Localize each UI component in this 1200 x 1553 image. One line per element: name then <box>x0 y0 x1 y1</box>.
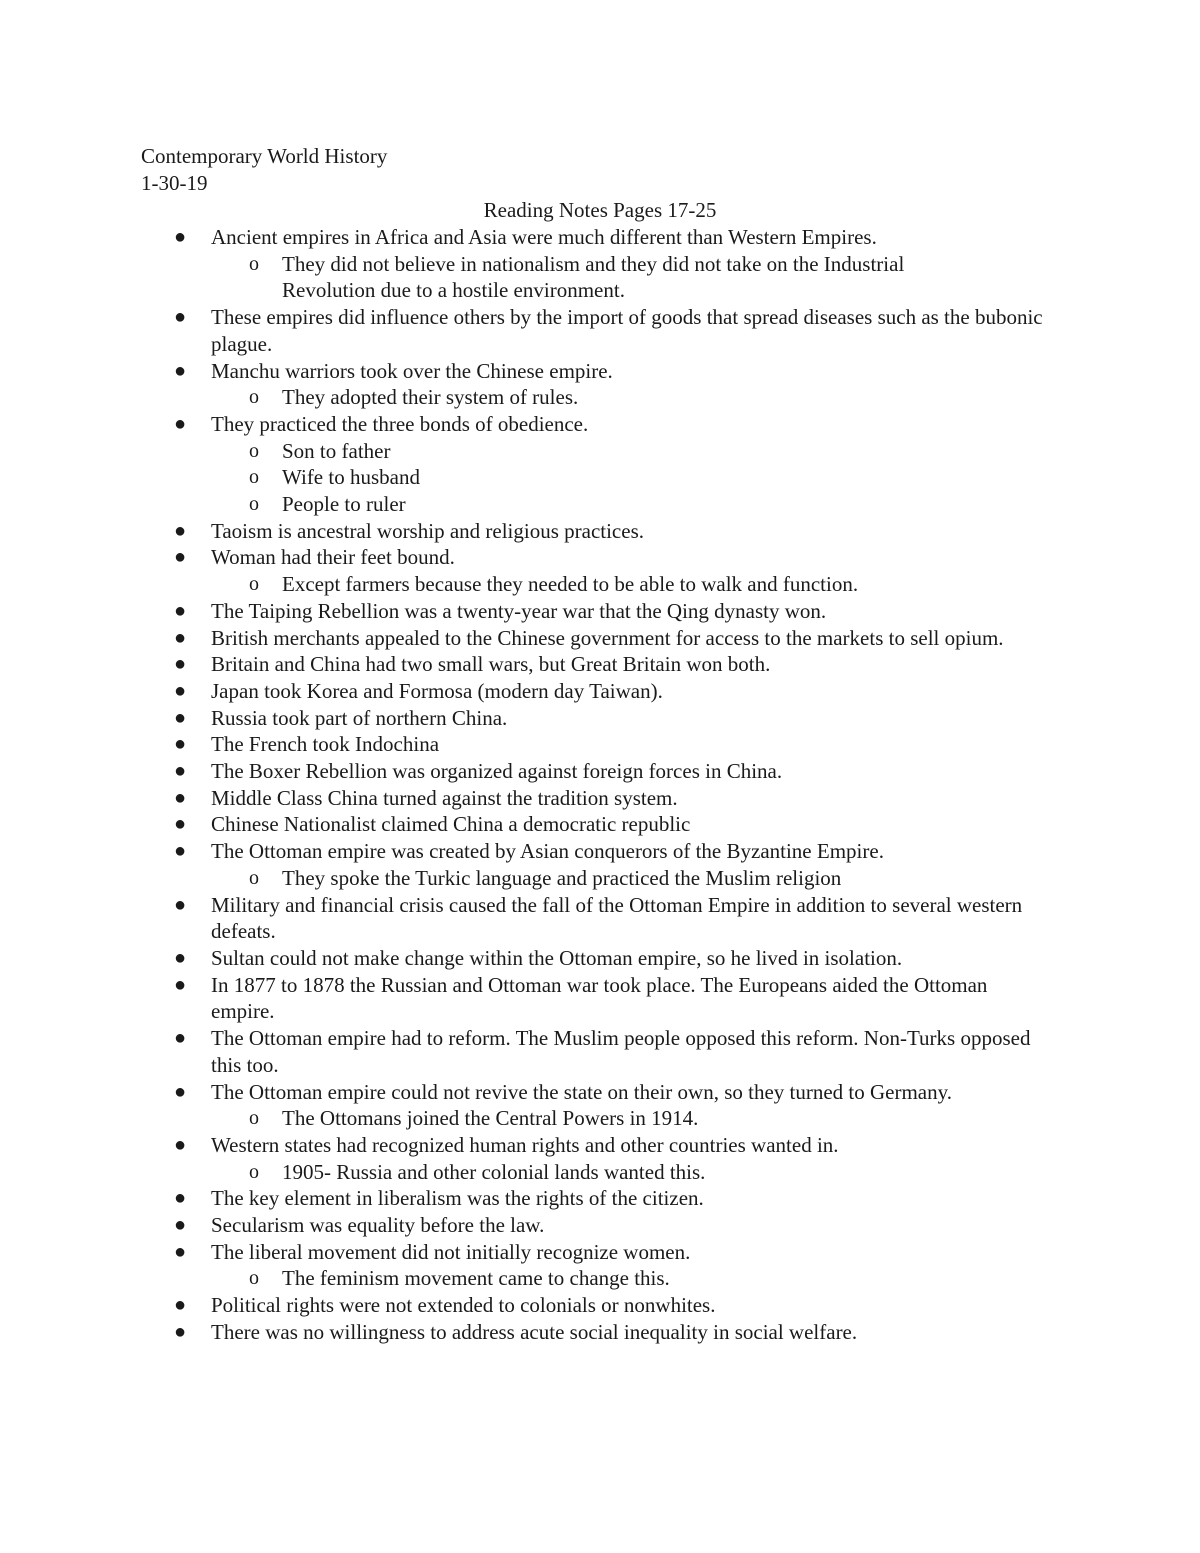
sub-bullet-item <box>0 438 982 465</box>
note-text: The Ottoman empire was created by Asian conquerors of the Byzantine Empire. <box>211 839 884 864</box>
bullet-marker: ● <box>174 973 187 996</box>
sub-bullet-marker: o <box>249 866 259 889</box>
bullet-item <box>0 1292 1056 1319</box>
bullet-marker: ● <box>174 226 187 248</box>
bullet-marker: ● <box>174 1240 187 1263</box>
bullet-item <box>0 811 1056 838</box>
bullet-item <box>0 731 1056 758</box>
bullet-marker: ● <box>174 306 187 329</box>
bullet-marker: ● <box>174 1294 187 1317</box>
note-text: Secularism was equality before the law. <box>211 1213 545 1238</box>
bullet-marker: ● <box>174 893 187 916</box>
note-text: Son to father <box>282 438 391 463</box>
bullet-item <box>0 224 1056 251</box>
bullet-item <box>0 544 1056 571</box>
note-text: People to ruler <box>282 492 406 517</box>
bullet-item <box>0 678 1056 705</box>
note-text: Taoism is ancestral worship and religious practices. <box>211 518 644 543</box>
sub-bullet-item <box>0 464 982 491</box>
bullet-marker: ● <box>174 1133 187 1156</box>
bullet-item <box>0 518 1056 545</box>
note-text: There was no willingness to address acute social inequality in social welfare. <box>211 1319 858 1344</box>
sub-bullet-item <box>0 491 982 518</box>
bullet-marker: ● <box>174 359 187 382</box>
bullet-marker: ● <box>174 733 187 756</box>
note-text: Sultan could not make change within the Ottoman empire, so he lived in isolation. <box>211 945 903 970</box>
bullet-item <box>0 945 1056 972</box>
note-text: In 1877 to 1878 the Russian and Ottoman war took place. The Europeans aided the Ottoman empire. <box>211 972 988 1024</box>
sub-bullet-item <box>0 865 982 892</box>
sub-bullet-marker: o <box>249 1160 259 1183</box>
note-text: The French took Indochina <box>211 732 440 757</box>
document-subtitle: Reading Notes Pages 17-25 <box>483 198 717 222</box>
note-text: Russia took part of northern China. <box>211 705 508 730</box>
sub-bullet-item <box>0 1159 982 1186</box>
note-text: The liberal movement did not initially recognize women. <box>211 1239 691 1264</box>
note-text: They practiced the three bonds of obedience. <box>211 411 589 436</box>
bullet-marker: ● <box>174 1080 187 1103</box>
bullet-marker: ● <box>174 519 187 542</box>
bullet-marker: ● <box>174 1027 187 1050</box>
sub-bullet-marker: o <box>249 439 259 462</box>
note-text: They adopted their system of rules. <box>282 385 579 410</box>
bullet-marker: ● <box>174 1320 187 1343</box>
note-text: British merchants appealed to the Chinese government for access to the markets to sell opium. <box>211 625 1004 650</box>
bullet-item <box>0 1212 1056 1239</box>
note-text: The Ottoman empire had to reform. The Muslim people opposed this reform. Non-Turks opposed this too. <box>211 1026 1031 1077</box>
note-text: Britain and China had two small wars, but Great Britain won both. <box>211 652 771 677</box>
note-text: Chinese Nationalist claimed China a democratic republic <box>211 812 691 837</box>
note-text: Military and financial crisis caused the fall of the Ottoman Empire in addition to several western defeats. <box>211 892 1023 944</box>
note-text: Western states had recognized human rights and other countries wanted in. <box>211 1132 839 1157</box>
note-text: Ancient empires in Africa and Asia were much different than Western Empires. <box>211 225 877 249</box>
bullet-item <box>0 892 1056 945</box>
bullet-item <box>0 705 1056 732</box>
bullet-marker: ● <box>174 760 187 783</box>
note-text: Political rights were not extended to colonials or nonwhites. <box>211 1293 716 1318</box>
bullet-item <box>0 1079 1056 1106</box>
note-text: The Taiping Rebellion was a twenty-year war that the Qing dynasty won. <box>211 598 827 623</box>
bullet-marker: ● <box>174 412 187 435</box>
sub-bullet-item <box>0 251 982 304</box>
sub-bullet-marker: o <box>249 386 259 409</box>
note-text: The Ottomans joined the Central Powers in 1914. <box>282 1106 699 1131</box>
bullet-marker: ● <box>174 599 187 622</box>
bullet-item <box>0 304 1056 357</box>
document-title: Contemporary World History <box>141 144 388 168</box>
note-text: The Boxer Rebellion was organized against foreign forces in China. <box>211 759 783 784</box>
note-text: Wife to husband <box>282 465 420 490</box>
sub-bullet-item <box>0 1265 982 1292</box>
note-text: The Ottoman empire could not revive the state on their own, so they turned to Germany. <box>211 1079 953 1104</box>
sub-bullet-item <box>0 384 982 411</box>
bullet-item <box>0 838 1056 865</box>
bullet-marker: ● <box>174 679 187 702</box>
bullet-marker: ● <box>174 840 187 863</box>
bullet-item <box>0 625 1056 652</box>
bullet-item <box>0 1319 1056 1346</box>
bullet-marker: ● <box>174 1214 187 1237</box>
bullet-marker: ● <box>174 706 187 729</box>
bullet-item <box>0 358 1056 385</box>
sub-bullet-marker: o <box>249 252 259 275</box>
bullet-marker: ● <box>174 653 187 676</box>
note-text: 1905- Russia and other colonial lands wanted this. <box>282 1159 706 1184</box>
bullet-marker: ● <box>174 1187 187 1210</box>
bullet-item <box>0 598 1056 625</box>
note-text: These empires did influence others by the import of goods that spread diseases such as the bubonic plague. <box>211 305 1043 356</box>
document-date: 1-30-19 <box>141 171 208 195</box>
note-text: The feminism movement came to change this. <box>282 1266 670 1291</box>
note-text: Except farmers because they needed to be able to walk and function. <box>282 572 859 597</box>
note-text: Middle Class China turned against the tradition system. <box>211 785 678 810</box>
note-text: They did not believe in nationalism and they did not take on the Industrial Revolution due to a hostile environment. <box>282 251 905 303</box>
bullet-item <box>0 972 1056 1025</box>
bullet-item <box>0 1239 1056 1266</box>
bullet-marker: ● <box>174 546 187 569</box>
note-text: Woman had their feet bound. <box>211 545 455 570</box>
note-text: They spoke the Turkic language and practiced the Muslim religion <box>282 865 842 890</box>
note-text: The key element in liberalism was the rights of the citizen. <box>211 1186 704 1211</box>
bullet-item <box>0 785 1056 812</box>
bullet-item <box>0 758 1056 785</box>
sub-bullet-marker: o <box>249 1267 259 1290</box>
sub-bullet-item <box>0 571 982 598</box>
bullet-item <box>0 411 1056 438</box>
sub-bullet-marker: o <box>249 1107 259 1130</box>
notes-list <box>0 224 1200 1346</box>
note-text: Japan took Korea and Formosa (modern day Taiwan). <box>211 678 663 703</box>
bullet-marker: ● <box>174 946 187 969</box>
bullet-item <box>0 1132 1056 1159</box>
note-text: Manchu warriors took over the Chinese empire. <box>211 358 613 383</box>
sub-bullet-marker: o <box>249 573 259 596</box>
bullet-item <box>0 1025 1056 1078</box>
sub-bullet-item <box>0 1105 982 1132</box>
bullet-marker: ● <box>174 626 187 649</box>
bullet-item <box>0 651 1056 678</box>
bullet-item <box>0 1185 1056 1212</box>
bullet-marker: ● <box>174 813 187 836</box>
bullet-marker: ● <box>174 786 187 809</box>
sub-bullet-marker: o <box>249 493 259 516</box>
sub-bullet-marker: o <box>249 466 259 489</box>
